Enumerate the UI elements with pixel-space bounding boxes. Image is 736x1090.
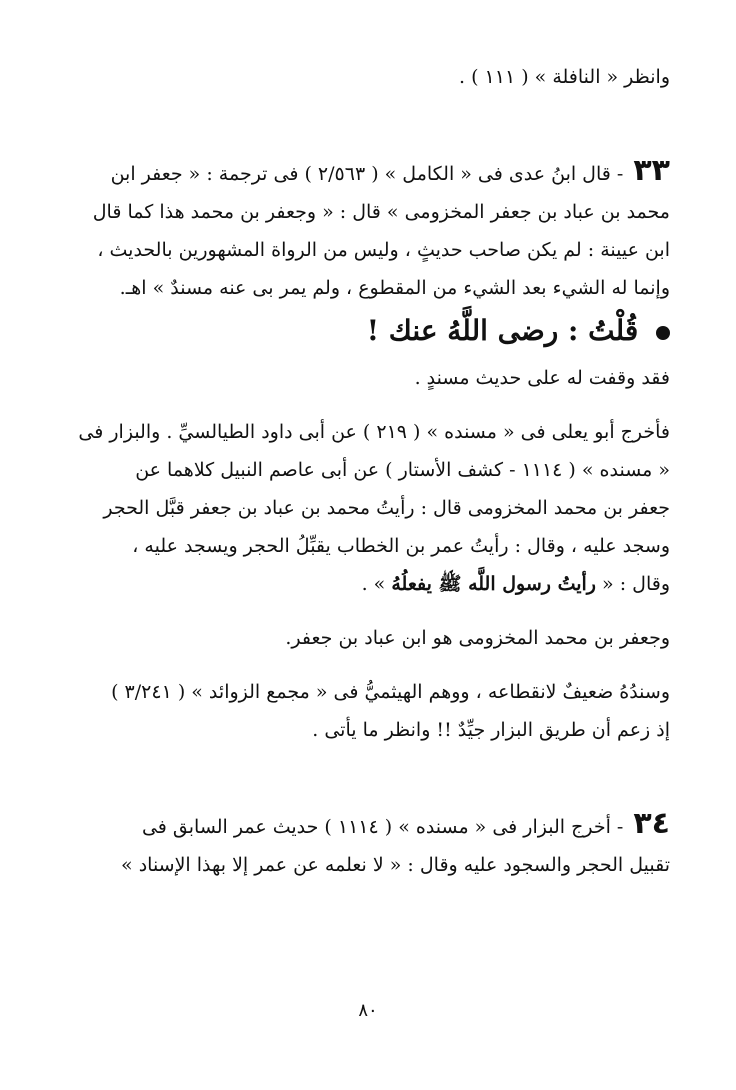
entry-33-text-1: - قال ابنُ عدى فى « الكامل » ( ٢/٥٦٣ ) فى ترجمة : « جعفر ابن xyxy=(110,163,624,185)
paragraph-2-line-1: فأخرج أبو يعلى فى « مسنده » ( ٢١٩ ) عن أبى داود الطيالسيِّ . والبزار فى xyxy=(78,421,670,443)
section-heading xyxy=(72,309,670,353)
spacer xyxy=(72,657,670,673)
paragraph-4-line-1: وسندُهُ ضعيفٌ لانقطاعه ، ووهم الهيثميُّ فى « مجمع الزوائد » ( ٣/٢٤١ ) xyxy=(111,681,670,703)
entry-33 xyxy=(72,152,670,307)
paragraph-4-line-2: إذ زعم أن طريق البزار جيِّدٌ !! وانظر ما يأتى . xyxy=(312,719,670,741)
quote-close: » . xyxy=(361,573,386,595)
entry-33-line-2: محمد بن عباد بن جعفر المخزومى » قال : « وجعفر بن محمد هذا كما قال xyxy=(92,201,670,223)
hadith-quote: رأيتُ رسول اللَّه ﷺ يفعلُهُ xyxy=(391,573,596,595)
paragraph-2 xyxy=(72,413,670,603)
heading-text: قُلْتُ : رضى اللَّهُ عنك ! xyxy=(366,314,639,347)
entry-34-line-2: تقبيل الحجر والسجود عليه وقال : « لا نعلمه عن عمر إلا بهذا الإسناد » xyxy=(121,854,670,876)
paragraph-1-line: فقد وقفت له على حديث مسندٍ . xyxy=(414,367,670,389)
quote-open: وقال : « xyxy=(602,573,670,595)
paragraph-2-line-3: جعفر بن محمد المخزومى قال : رأيتُ محمد بن عباد بن جعفر قبَّل الحجر xyxy=(103,497,670,519)
paragraph-2-line-4: وسجد عليه ، وقال : رأيتُ عمر بن الخطاب يقبِّلُ الحجر ويسجد عليه ، xyxy=(132,535,670,557)
paragraph-4 xyxy=(72,673,670,749)
bullet-icon xyxy=(656,326,670,340)
paragraph-1 xyxy=(72,359,670,397)
spacer xyxy=(72,603,670,619)
page-number: ٨٠ xyxy=(358,1000,378,1021)
spacer xyxy=(72,749,670,805)
spacer xyxy=(72,96,670,152)
spacer xyxy=(72,397,670,413)
entry-34 xyxy=(72,805,670,884)
entry-33-line-1 xyxy=(72,152,670,193)
reference-text: وانظر « النافلة » ( ١١١ ) . xyxy=(459,66,670,88)
paragraph-2-line-2: « مسنده » ( ١١١٤ - كشف الأستار ) عن أبى عاصم النبيل كلاهما عن xyxy=(135,459,670,481)
paragraph-3 xyxy=(72,619,670,657)
entry-number: ٣٤ xyxy=(633,806,670,841)
reference-line xyxy=(72,58,670,96)
entry-33-line-4: وإنما له الشيء بعد الشيء من المقطوع ، ولم يمر بى عنه مسندٌ » اهـ. xyxy=(119,277,670,299)
entry-34-text-1: - أخرج البزار فى « مسنده » ( ١١١٤ ) حديث عمر السابق فى xyxy=(141,816,624,838)
paragraph-2-line-5 xyxy=(72,565,670,603)
paragraph-3-line: وجعفر بن محمد المخزومى هو ابن عباد بن جعفر. xyxy=(285,627,670,649)
entry-number: ٣٣ xyxy=(633,153,670,188)
entry-34-line-1 xyxy=(72,805,670,846)
entry-33-line-3: ابن عيينة : لم يكن صاحب حديثٍ ، وليس من الرواة المشهورين بالحديث ، xyxy=(97,239,670,261)
